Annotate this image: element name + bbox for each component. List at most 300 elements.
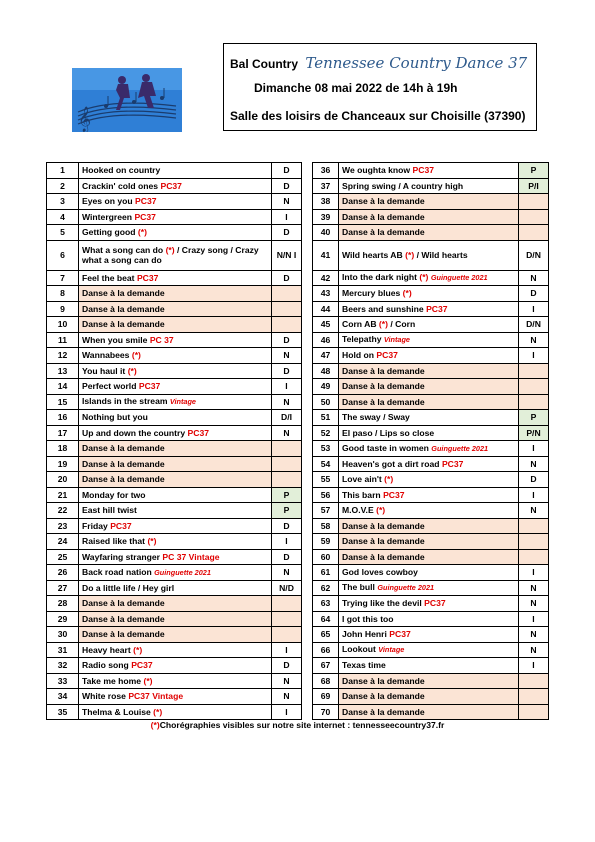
dance-level: D	[272, 163, 302, 179]
column-gap	[302, 565, 313, 581]
club-tag: PC37	[389, 629, 411, 640]
request-slot	[339, 704, 519, 720]
dance-name: Thelma & Louise	[82, 706, 151, 717]
dance-level: N	[519, 642, 549, 658]
request-slot	[79, 317, 272, 333]
dance-title	[79, 225, 272, 241]
dance-title	[339, 301, 519, 317]
dance-name: Getting good	[82, 227, 136, 238]
dance-name: God loves cowboy	[342, 567, 418, 578]
dance-level: P	[272, 487, 302, 503]
dance-level	[272, 472, 302, 488]
dance-title	[339, 565, 519, 581]
dance-title	[339, 317, 519, 333]
dance-title	[339, 580, 519, 596]
dance-name: Feel the beat	[82, 272, 135, 283]
dance-number: 68	[313, 673, 339, 689]
dance-level	[519, 394, 549, 410]
footer-text: Chorégraphies visibles sur notre site internet : tennesseecountry37.fr	[159, 720, 445, 730]
request-slot	[339, 689, 519, 705]
dance-number: 28	[47, 596, 79, 612]
request-slot	[339, 194, 519, 210]
dance-number: 12	[47, 348, 79, 364]
dance-level: N	[272, 673, 302, 689]
table-row	[47, 286, 549, 302]
dance-name: Trying like the devil	[342, 598, 422, 609]
table-row	[47, 456, 549, 472]
dance-title	[339, 348, 519, 364]
club-tag: PC37	[412, 165, 435, 176]
dance-title	[79, 658, 272, 674]
dance-number: 66	[313, 642, 339, 658]
choreo-mark: (*)	[405, 250, 415, 260]
dance-level: P/I	[519, 178, 549, 194]
dance-level: I	[519, 487, 549, 503]
dance-level: D	[272, 225, 302, 241]
dance-number: 36	[313, 163, 339, 179]
dance-name: Into the dark night	[342, 272, 417, 283]
dance-number: 29	[47, 611, 79, 627]
dance-name: Crackin' cold ones	[82, 180, 159, 191]
dance-level: D	[272, 178, 302, 194]
dance-name: Do a little life / Hey girl	[82, 582, 175, 593]
dance-name: Beers and sunshine	[342, 303, 424, 314]
dance-name: El paso / Lips so close	[342, 427, 435, 438]
column-gap	[302, 627, 313, 643]
dance-name: Heavy heart	[82, 644, 131, 655]
dance-title	[339, 286, 519, 302]
dance-number: 69	[313, 689, 339, 705]
dance-title	[79, 394, 272, 410]
dance-level	[272, 611, 302, 627]
dance-number: 17	[47, 425, 79, 441]
column-gap	[302, 549, 313, 565]
table-row	[47, 209, 549, 225]
dance-name: Danse à la demande	[82, 474, 165, 485]
dance-level: N	[519, 503, 549, 519]
dance-number: 52	[313, 425, 339, 441]
dance-name: Lookout	[342, 644, 376, 655]
request-slot	[79, 611, 272, 627]
event-prefix: Bal Country	[230, 57, 299, 71]
dance-name: Danse à la demande	[342, 196, 425, 207]
dance-title	[339, 611, 519, 627]
column-gap	[302, 472, 313, 488]
dance-number: 27	[47, 580, 79, 596]
dance-number: 30	[47, 627, 79, 643]
dance-name: Danse à la demande	[342, 551, 425, 562]
dance-number: 13	[47, 363, 79, 379]
dance-number: 11	[47, 332, 79, 348]
dance-number: 34	[47, 689, 79, 705]
dance-name: The bull	[342, 582, 375, 593]
request-slot	[339, 209, 519, 225]
dance-number: 50	[313, 394, 339, 410]
dance-level: I	[519, 348, 549, 364]
dance-name: When you smile	[82, 334, 148, 345]
dance-name: Good taste in women	[342, 442, 429, 453]
dance-name: Danse à la demande	[342, 365, 425, 376]
dance-number: 19	[47, 456, 79, 472]
dance-name: Danse à la demande	[342, 381, 425, 392]
table-row	[47, 596, 549, 612]
dance-level	[272, 627, 302, 643]
dance-title	[339, 627, 519, 643]
dance-level	[519, 549, 549, 565]
dance-number: 35	[47, 704, 79, 720]
dance-name: Spring swing / A country high	[342, 180, 464, 191]
dance-level	[272, 596, 302, 612]
dance-name: Danse à la demande	[342, 520, 425, 531]
choreo-mark: (*)	[402, 288, 412, 299]
club-tag: PC37 Vintage	[128, 691, 184, 702]
dance-number: 26	[47, 565, 79, 581]
table-row	[47, 379, 549, 395]
dance-number: 54	[313, 456, 339, 472]
dance-level: N	[272, 194, 302, 210]
choreo-mark: (*)	[133, 644, 143, 655]
table-row	[47, 580, 549, 596]
dance-level	[272, 317, 302, 333]
dance-level: P	[272, 503, 302, 519]
dance-name: Nothing but you	[82, 412, 148, 423]
choreo-mark: (*)	[143, 675, 153, 686]
dance-name: Hooked on country	[82, 165, 161, 176]
dance-level: N	[272, 689, 302, 705]
table-row	[47, 689, 549, 705]
dance-number: 37	[313, 178, 339, 194]
dance-number: 9	[47, 301, 79, 317]
dance-title	[339, 596, 519, 612]
dance-level: N/N I	[272, 240, 302, 270]
dance-level: I	[519, 565, 549, 581]
column-gap	[302, 410, 313, 426]
column-gap	[302, 596, 313, 612]
dance-title	[339, 503, 519, 519]
dance-level: N	[272, 348, 302, 364]
dance-name: Islands in the stream	[82, 396, 168, 407]
request-slot	[79, 286, 272, 302]
dance-title	[339, 456, 519, 472]
dance-level: I	[519, 658, 549, 674]
event-date: Dimanche 08 mai 2022 de 14h à 19h	[254, 81, 458, 95]
dance-level	[519, 534, 549, 550]
event-tag: Vintage	[383, 335, 410, 345]
dance-name: Danse à la demande	[342, 706, 425, 717]
dance-level: I	[272, 534, 302, 550]
footer-note	[0, 720, 595, 730]
dance-number: 44	[313, 301, 339, 317]
request-slot	[339, 549, 519, 565]
dance-title	[79, 363, 272, 379]
club-tag: PC37	[136, 272, 159, 283]
column-gap	[302, 301, 313, 317]
request-slot	[79, 596, 272, 612]
club-tag: PC37	[131, 660, 153, 671]
dance-number: 41	[313, 240, 339, 270]
dance-title	[339, 270, 519, 286]
table-row	[47, 348, 549, 364]
dance-level: N	[519, 270, 549, 286]
dance-level	[272, 301, 302, 317]
table-row	[47, 363, 549, 379]
dance-title	[79, 163, 272, 179]
dance-level: D/I	[272, 410, 302, 426]
dance-number: 40	[313, 225, 339, 241]
column-gap	[302, 317, 313, 333]
column-gap	[302, 704, 313, 720]
table-row	[47, 673, 549, 689]
dance-name: Danse à la demande	[82, 319, 165, 330]
dance-title	[79, 580, 272, 596]
dance-name: Up and down the country	[82, 427, 186, 438]
dance-name: Telepathy	[342, 334, 382, 345]
choreo-mark: (*)	[137, 227, 147, 238]
dance-name: Danse à la demande	[342, 396, 425, 407]
dance-title	[79, 642, 272, 658]
dance-number: 58	[313, 518, 339, 534]
dance-title	[339, 240, 519, 270]
table-row	[47, 270, 549, 286]
dance-number: 23	[47, 518, 79, 534]
choreo-mark: (*)	[384, 474, 394, 485]
column-gap	[302, 441, 313, 457]
column-gap	[302, 394, 313, 410]
dance-title	[79, 194, 272, 210]
table-row	[47, 503, 549, 519]
dance-name: You haul it	[82, 365, 126, 376]
club-tag: PC37	[424, 598, 446, 609]
dance-number: 60	[313, 549, 339, 565]
dance-level: D/N	[519, 317, 549, 333]
table-row	[47, 565, 549, 581]
column-gap	[302, 178, 313, 194]
dance-number: 47	[313, 348, 339, 364]
dance-name: Danse à la demande	[82, 288, 165, 299]
dance-title	[339, 658, 519, 674]
dance-number: 57	[313, 503, 339, 519]
table-row	[47, 472, 549, 488]
dance-level: N	[272, 425, 302, 441]
event-venue: Salle des loisirs de Chanceaux sur Choisille (37390)	[230, 109, 526, 123]
dance-name: Wild hearts AB	[342, 250, 403, 260]
dance-number: 42	[313, 270, 339, 286]
dance-title	[79, 549, 272, 565]
request-slot	[79, 441, 272, 457]
dance-number: 8	[47, 286, 79, 302]
dance-name: Danse à la demande	[82, 303, 165, 314]
dance-name: The sway / Sway	[342, 412, 410, 423]
dance-level: P/N	[519, 425, 549, 441]
dance-name: Danse à la demande	[342, 536, 425, 547]
dance-number: 53	[313, 441, 339, 457]
dance-level: N	[272, 565, 302, 581]
request-slot	[339, 394, 519, 410]
dance-title	[339, 487, 519, 503]
dance-level: N	[519, 456, 549, 472]
dance-name: Love ain't	[342, 474, 382, 485]
dance-name: Perfect world	[82, 381, 137, 392]
dance-number: 55	[313, 472, 339, 488]
dance-number: 38	[313, 194, 339, 210]
table-row	[47, 301, 549, 317]
table-row	[47, 704, 549, 720]
request-slot	[339, 363, 519, 379]
dance-number: 64	[313, 611, 339, 627]
choreo-mark: (*)	[127, 365, 137, 376]
dance-number: 14	[47, 379, 79, 395]
dance-number: 70	[313, 704, 339, 720]
dance-number: 48	[313, 363, 339, 379]
dance-level: D	[272, 518, 302, 534]
dance-title	[79, 689, 272, 705]
dance-level: I	[519, 301, 549, 317]
club-tag: PC37	[187, 427, 210, 438]
table-row	[47, 534, 549, 550]
dance-name: Danse à la demande	[342, 675, 425, 686]
dance-level: D	[272, 658, 302, 674]
dance-name-alt: / Corn	[390, 319, 416, 330]
club-tag: PC37	[138, 381, 161, 392]
dance-level: I	[272, 379, 302, 395]
dance-level: I	[272, 209, 302, 225]
choreo-mark: (*)	[147, 536, 157, 547]
dance-number: 2	[47, 178, 79, 194]
dance-title	[339, 441, 519, 457]
dance-number: 43	[313, 286, 339, 302]
event-title	[230, 54, 527, 72]
event-tag: Guinguette 2021	[430, 273, 488, 283]
column-gap	[302, 534, 313, 550]
dance-level: I	[272, 642, 302, 658]
column-gap	[302, 673, 313, 689]
table-row	[47, 441, 549, 457]
request-slot	[339, 673, 519, 689]
dance-name: Heaven's got a dirt road	[342, 458, 440, 469]
dance-level: I	[519, 611, 549, 627]
table-row	[47, 425, 549, 441]
dance-name: Mercury blues	[342, 288, 401, 299]
dance-level	[519, 194, 549, 210]
dance-level: D/N	[519, 240, 549, 270]
dance-number: 56	[313, 487, 339, 503]
dance-name: This barn	[342, 489, 381, 500]
dance-level: D	[519, 286, 549, 302]
column-gap	[302, 503, 313, 519]
dance-name: Wannabees	[82, 350, 130, 361]
dance-title	[79, 503, 272, 519]
dance-title	[79, 348, 272, 364]
dance-level	[272, 456, 302, 472]
dance-number: 31	[47, 642, 79, 658]
dance-level: N	[519, 627, 549, 643]
event-tag: Guinguette 2021	[154, 567, 211, 577]
dance-number: 61	[313, 565, 339, 581]
event-tag: Vintage	[169, 397, 196, 407]
club-tag: PC37	[135, 196, 157, 207]
dance-name: Danse à la demande	[82, 443, 165, 454]
dance-title	[79, 379, 272, 395]
club-tag: PC37	[110, 520, 132, 531]
dance-title	[79, 565, 272, 581]
table-row	[47, 225, 549, 241]
dance-title	[79, 704, 272, 720]
dance-level	[272, 441, 302, 457]
dance-number: 20	[47, 472, 79, 488]
dance-level: N/D	[272, 580, 302, 596]
dance-number: 22	[47, 503, 79, 519]
dance-level	[519, 518, 549, 534]
dance-number: 6	[47, 240, 79, 270]
dance-number: 3	[47, 194, 79, 210]
dance-level	[519, 379, 549, 395]
dance-number: 62	[313, 580, 339, 596]
dance-title	[339, 642, 519, 658]
dance-number: 25	[47, 549, 79, 565]
request-slot	[339, 379, 519, 395]
column-gap	[302, 642, 313, 658]
dance-name: M.O.V.E	[342, 505, 374, 516]
dance-name: I got this too	[342, 613, 394, 624]
dance-name: Wintergreen	[82, 211, 133, 222]
dance-name: Monday for two	[82, 489, 146, 500]
column-gap	[302, 611, 313, 627]
column-gap	[302, 286, 313, 302]
dance-number: 32	[47, 658, 79, 674]
column-gap	[302, 209, 313, 225]
dance-number: 15	[47, 394, 79, 410]
dance-number: 39	[313, 209, 339, 225]
club-tag: PC37	[426, 303, 448, 314]
dance-name: Corn AB	[342, 319, 377, 330]
club-tag: PC37	[383, 489, 405, 500]
dance-title	[79, 332, 272, 348]
column-gap	[302, 658, 313, 674]
dance-name: White rose	[82, 691, 126, 702]
dance-name-alt: / Crazy song / Crazy what a song can do	[82, 245, 259, 265]
table-row	[47, 394, 549, 410]
dance-name: Raised like that	[82, 536, 146, 547]
dance-name: Danse à la demande	[342, 691, 425, 702]
column-gap	[302, 240, 313, 270]
table-row	[47, 410, 549, 426]
dance-level: D	[272, 363, 302, 379]
table-row	[47, 317, 549, 333]
request-slot	[79, 456, 272, 472]
event-tag: Guinguette 2021	[377, 583, 435, 593]
event-tag: Guinguette 2021	[431, 443, 489, 453]
column-gap	[302, 580, 313, 596]
dance-title	[339, 332, 519, 348]
column-gap	[302, 518, 313, 534]
event-tag: Vintage	[378, 645, 405, 655]
dance-level: N	[519, 580, 549, 596]
club-tag: PC37	[441, 458, 464, 469]
dance-number: 49	[313, 379, 339, 395]
playlist-table	[46, 162, 549, 720]
dance-name: Back road nation	[82, 566, 152, 577]
table-row	[47, 487, 549, 503]
dance-title	[339, 472, 519, 488]
table-row	[47, 518, 549, 534]
dance-name: Danse à la demande	[82, 458, 165, 469]
column-gap	[302, 194, 313, 210]
dance-title	[339, 163, 519, 179]
brand-name: Tennessee Country Dance 37	[305, 54, 528, 72]
dance-number: 21	[47, 487, 79, 503]
dance-name: East hill twist	[82, 505, 137, 516]
dance-name: We oughta know	[342, 165, 411, 176]
